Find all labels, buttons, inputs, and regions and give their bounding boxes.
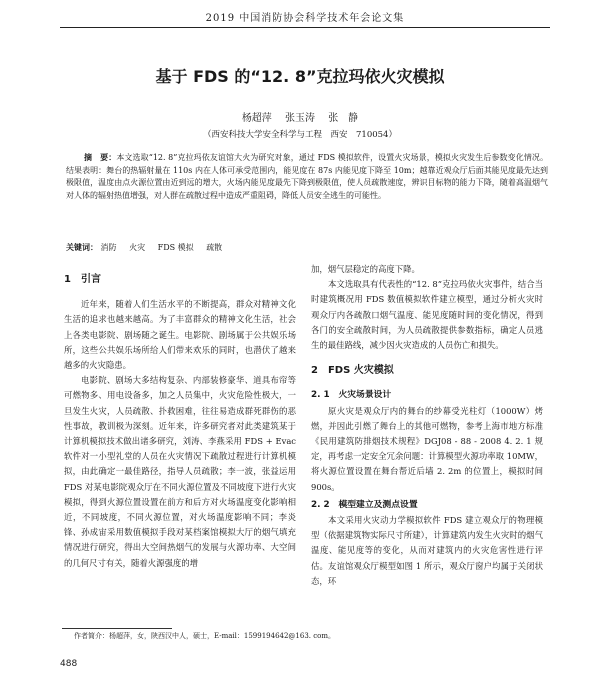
keyword: 疏散 — [206, 243, 223, 252]
keywords — [66, 242, 548, 254]
subsection-heading-model: 2. 2 模型建立及测点设置 — [311, 499, 418, 510]
author-name: 张玉涛 — [285, 113, 315, 124]
section-heading-introduction: 1 引言 — [64, 274, 101, 285]
body-paragraph: 原火灾是观众厅内的舞台的纱幕受光柱灯（1000W）烤燃，并因此引燃了舞台上的其他可燃物，参考上海市地方标准《民用建筑防排烟技术规程》DGJ08 - 88 - 2008 4. 2. 1 规定，再考虑一定安全冗余问题：计算模型火源功率取 10MW，将火源位置设置在舞台帮近后墙 2. 2m 的位置上，模拟时间 900s。 — [311, 405, 543, 492]
abstract-text: 本文选取“12. 8”克拉玛依友谊馆大火为研究对象，通过 FDS 模拟软件，设置火灾场景，模拟火灾发生后参数变化情况。结果表明：舞台的热辐射量在 110s 内在人体可承受范围内，能见度在 87s 内能见度下降至 10m；越靠近观众厅后面其能见度最先达到极限值，温度由点火源位置由近到远的增大，火场内能见度最先下降到极限值，使人员疏散速度，辨识目标物的能力下降，随着高温烟气对人体的辐射热值增强，对人群在疏散过程中造成严重阻碍，降低人员安全逃生的可能性。 — [66, 153, 549, 200]
footnote-divider — [62, 628, 172, 629]
body-paragraph: 电影院、剧场大多结构复杂、内部装修豪华、道具布帘等可燃物多、用电设备多，加之人员集中，火灾危险性极大，一旦发生火灾，人员疏散、扑救困难，往往易造成群死群伤的恶性事故，教训极为深刻。近年来，许多研究者对此类建筑某于计算机模拟技术做出诸多研究，刘涛、李燕采用 FDS + Evac 软件对一小型礼堂的人员在火灾情况下疏散过程进行计算机模拟，由此确定一最佳路径，指导人员疏散；李一波，张益运用 FDS 对某电影院观众厅在不同火源位置及不同坡度下进行火灾模拟，得到火源位置设置在前方和后方对火场温度变化影响相近，不同坡度，不同火源位置，对火场温度影响不同；李炎锋、孙成宙采用数值模拟手段对某档案馆模拟大厅的烟气填充情况进行研究，得出大空间热烟气的发展与火源功率、大空间的几何尺寸有关，随着火源强度的增 — [64, 375, 296, 568]
left-column — [64, 262, 296, 571]
section-heading-fds: 2 FDS 火灾模拟 — [311, 365, 394, 377]
keyword: 火灾 — [129, 243, 146, 252]
author-name: 张 静 — [328, 113, 359, 124]
keyword: FDS 模拟 — [157, 243, 194, 252]
body-paragraph: 本文选取具有代表性的“12. 8”克拉玛依火灾事件，结合当时建筑概况用 FDS 数值模拟软件建立模型，通过分析火灾时观众厅内各疏散口烟气温度、能见度随时间的变化情况，得到各门的安全疏散时间，为人员疏散提供参数指标，确定人员逃生的最佳路线，减少因火灾造成的人员伤亡和损失。 — [311, 279, 543, 351]
page-number: 488 — [60, 659, 78, 669]
keyword: 消防 — [100, 243, 117, 252]
abstract-label: 摘 要： — [84, 153, 117, 162]
author-name: 杨超萍 — [241, 113, 272, 124]
keywords-label: 关键词： — [66, 243, 98, 252]
body-paragraph: 近年来，随着人们生活水平的不断提高，群众对精神文化生活的追求也越来越高。为了丰富群众的精神文化生活，社会上各类电影院、剧场随之诞生。电影院、剧场属于公共娱乐场所，这些公共娱乐场所给人们带来欢乐的同时，也潜伏了越来越多的火灾隐患。 — [64, 299, 296, 371]
right-column — [311, 262, 543, 589]
author-footnote: 作者简介：杨超萍，女，陕西汉中人，硕士，E-mail：1599194642@163. com。 — [74, 632, 336, 640]
subsection-heading-scenario: 2. 1 火灾场景设计 — [311, 390, 392, 401]
affiliation: （西安科技大学安全科学与工程 西安 710054） — [203, 130, 397, 140]
abstract — [66, 152, 548, 202]
running-header: 2019 中国消防协会科学技术年会论文集 — [60, 9, 550, 28]
author-list — [60, 109, 540, 124]
body-paragraph: 加，烟气层稳定的高度下降。 — [311, 264, 420, 274]
paper-title: 基于 FDS 的“12. 8”克拉玛依火灾模拟 — [155, 67, 445, 86]
body-paragraph: 本文采用火灾动力学模拟软件 FDS 建立观众厅的物理模型（依据建筑物实际尺寸所建），计算建筑内发生火灾时的烟气温度、能见度等的变化，从而对建筑内的火灾危害性进行评估。友谊馆观众厅模型如图 1 所示，观众厅窗户均属于关闭状态，环 — [311, 515, 543, 586]
